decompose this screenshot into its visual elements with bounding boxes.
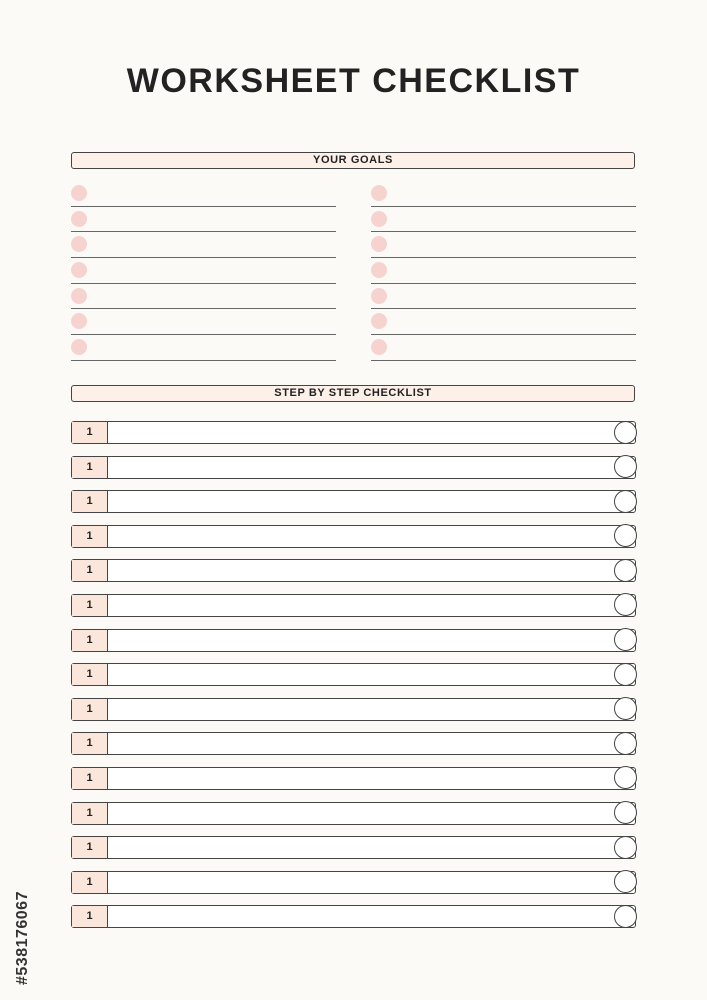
step-checkbox-icon[interactable] (614, 628, 637, 651)
step-row[interactable] (71, 698, 636, 721)
step-checkbox-icon[interactable] (614, 593, 637, 616)
step-checkbox-icon[interactable] (614, 801, 637, 824)
goal-bullet-icon (371, 339, 387, 355)
step-checkbox-icon[interactable] (614, 559, 637, 582)
step-row[interactable] (71, 421, 636, 444)
goal-bullet-icon (371, 313, 387, 329)
step-row[interactable] (71, 629, 636, 652)
step-number: 1 (72, 733, 108, 754)
step-row[interactable] (71, 836, 636, 859)
step-number: 1 (72, 803, 108, 824)
goal-line[interactable] (71, 258, 336, 284)
goal-line[interactable] (71, 232, 336, 258)
goal-bullet-icon (371, 288, 387, 304)
step-row[interactable] (71, 525, 636, 548)
step-checkbox-icon[interactable] (614, 766, 637, 789)
step-number: 1 (72, 630, 108, 651)
stock-id-label: #538176067 (14, 891, 31, 985)
goal-bullet-icon (71, 288, 87, 304)
goal-line[interactable] (371, 309, 636, 335)
step-row[interactable] (71, 456, 636, 479)
step-number: 1 (72, 526, 108, 547)
step-checkbox-icon[interactable] (614, 697, 637, 720)
step-number: 1 (72, 837, 108, 858)
goal-line[interactable] (371, 258, 636, 284)
step-number: 1 (72, 457, 108, 478)
goal-line[interactable] (371, 181, 636, 207)
steps-section-header: STEP BY STEP CHECKLIST (71, 385, 635, 402)
goal-bullet-icon (71, 339, 87, 355)
goal-line[interactable] (71, 309, 336, 335)
goals-column-left (71, 181, 336, 361)
step-number: 1 (72, 699, 108, 720)
goal-bullet-icon (71, 262, 87, 278)
goal-bullet-icon (71, 313, 87, 329)
step-checkbox-icon[interactable] (614, 490, 637, 513)
step-checkbox-icon[interactable] (614, 455, 637, 478)
goals-column-right (371, 181, 636, 361)
goal-line[interactable] (71, 284, 336, 310)
goal-bullet-icon (371, 236, 387, 252)
step-number: 1 (72, 595, 108, 616)
goal-bullet-icon (371, 185, 387, 201)
goal-bullet-icon (71, 211, 87, 227)
step-row[interactable] (71, 905, 636, 928)
step-row[interactable] (71, 663, 636, 686)
step-number: 1 (72, 422, 108, 443)
step-number: 1 (72, 491, 108, 512)
goals-section-header: YOUR GOALS (71, 152, 635, 169)
step-checkbox-icon[interactable] (614, 524, 637, 547)
goal-line[interactable] (71, 181, 336, 207)
goal-line[interactable] (371, 335, 636, 361)
goal-bullet-icon (371, 211, 387, 227)
step-checkbox-icon[interactable] (614, 421, 637, 444)
step-row[interactable] (71, 490, 636, 513)
step-checkbox-icon[interactable] (614, 663, 637, 686)
goal-line[interactable] (71, 207, 336, 233)
step-checkbox-icon[interactable] (614, 870, 637, 893)
step-row[interactable] (71, 767, 636, 790)
step-checkbox-icon[interactable] (614, 732, 637, 755)
goal-bullet-icon (71, 185, 87, 201)
step-row[interactable] (71, 559, 636, 582)
step-number: 1 (72, 872, 108, 893)
step-row[interactable] (71, 871, 636, 894)
page-title: WORKSHEET CHECKLIST (126, 62, 581, 100)
step-number: 1 (72, 768, 108, 789)
goal-bullet-icon (371, 262, 387, 278)
step-row[interactable] (71, 594, 636, 617)
step-number: 1 (72, 664, 108, 685)
step-checkbox-icon[interactable] (614, 836, 637, 859)
goal-line[interactable] (371, 232, 636, 258)
step-row[interactable] (71, 802, 636, 825)
step-number: 1 (72, 560, 108, 581)
goal-line[interactable] (371, 284, 636, 310)
goal-bullet-icon (71, 236, 87, 252)
step-row[interactable] (71, 732, 636, 755)
step-checkbox-icon[interactable] (614, 905, 637, 928)
step-number: 1 (72, 906, 108, 927)
step-checklist (71, 421, 636, 940)
goal-line[interactable] (71, 335, 336, 361)
goal-line[interactable] (371, 207, 636, 233)
